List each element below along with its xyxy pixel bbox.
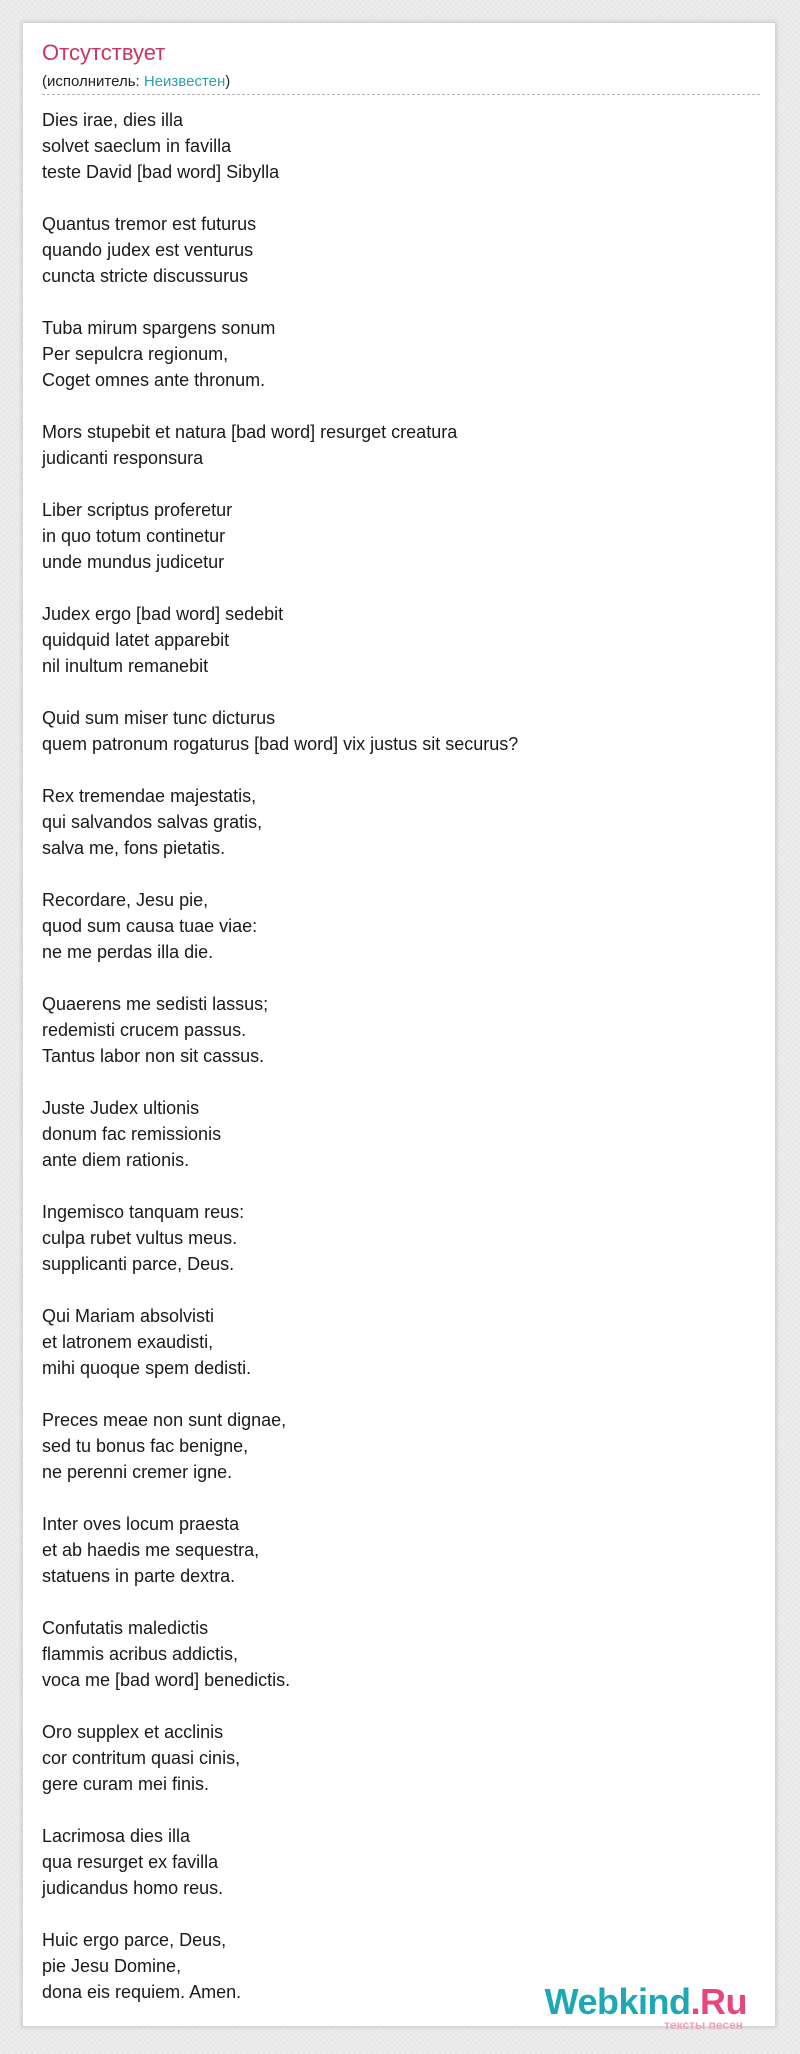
lyric-line: Tuba mirum spargens sonum <box>42 318 276 338</box>
lyric-stanza <box>42 1199 762 1277</box>
lyric-line: pie Jesu Domine, <box>42 1956 182 1976</box>
lyric-line: Preces meae non sunt dignae, <box>42 1410 287 1430</box>
lyric-line: ne me perdas illa die. <box>42 942 214 962</box>
lyric-line: Quid sum miser tunc dicturus <box>42 708 276 728</box>
lyric-line: Lacrimosa dies illa <box>42 1826 191 1846</box>
lyric-line: quando judex est venturus <box>42 240 254 260</box>
lyric-line: Inter oves locum praesta <box>42 1514 240 1534</box>
lyric-line: Oro supplex et acclinis <box>42 1722 224 1742</box>
lyric-line: voca me [bad word] benedictis. <box>42 1670 291 1690</box>
lyric-line: mihi quoque spem dedisti. <box>42 1358 252 1378</box>
lyric-line: flammis acribus addictis, <box>42 1644 239 1664</box>
lyric-stanza <box>42 1511 762 1589</box>
logo-tld-text: .Ru <box>690 1981 747 2022</box>
lyric-line: Quaerens me sedisti lassus; <box>42 994 269 1014</box>
lyric-stanza <box>42 107 762 185</box>
lyric-line: unde mundus judicetur <box>42 552 225 572</box>
lyric-line: Recordare, Jesu pie, <box>42 890 209 910</box>
lyric-line: ne perenni cremer igne. <box>42 1462 233 1482</box>
lyric-line: donum fac remissionis <box>42 1124 222 1144</box>
lyric-line: teste David [bad word] Sibylla <box>42 162 280 182</box>
artist-link[interactable]: Неизвестен <box>143 73 226 90</box>
lyric-stanza <box>42 601 762 679</box>
lyric-stanza <box>42 1719 762 1797</box>
logo-main-text: Webkind <box>544 1981 691 2022</box>
lyric-stanza <box>42 1303 762 1381</box>
lyric-stanza <box>42 497 762 575</box>
lyric-line: qua resurget ex favilla <box>42 1852 219 1872</box>
lyric-line: supplicanti parce, Deus. <box>42 1254 235 1274</box>
title-divider <box>42 94 760 95</box>
lyric-stanza <box>42 1095 762 1173</box>
lyric-stanza <box>42 783 762 861</box>
lyric-line: gere curam mei finis. <box>42 1774 210 1794</box>
lyric-line: nil inultum remanebit <box>42 656 209 676</box>
lyric-line: quem patronum rogaturus [bad word] vix justus sit securus? <box>42 734 519 754</box>
lyric-line: Coget omnes ante thronum. <box>42 370 266 390</box>
lyric-line: redemisti crucem passus. <box>42 1020 247 1040</box>
lyric-line: et latronem exaudisti, <box>42 1332 214 1352</box>
logo-text <box>545 1981 747 2022</box>
lyric-stanza <box>42 705 762 757</box>
lyric-stanza <box>42 1615 762 1693</box>
lyrics-card <box>22 22 776 2032</box>
lyric-line: quidquid latet apparebit <box>42 630 230 650</box>
lyric-line: Huic ergo parce, Deus, <box>42 1930 227 1950</box>
artist-line <box>42 73 230 91</box>
lyric-line: Juste Judex ultionis <box>42 1098 200 1118</box>
lyric-stanza <box>42 1823 762 1901</box>
lyric-line: Per sepulcra regionum, <box>42 344 229 364</box>
song-title: Отсутствует <box>42 40 166 65</box>
lyric-line: Liber scriptus proferetur <box>42 500 233 520</box>
lyric-stanza <box>42 1407 762 1485</box>
lyric-line: Confutatis maledictis <box>42 1618 209 1638</box>
lyric-line: Qui Mariam absolvisti <box>42 1306 215 1326</box>
lyric-stanza <box>42 315 762 393</box>
lyric-line: Tantus labor non sit cassus. <box>42 1046 265 1066</box>
lyric-line: Quantus tremor est futurus <box>42 214 257 234</box>
artist-prefix: (исполнитель: <box>42 73 144 90</box>
lyric-line: solvet saeclum in favilla <box>42 136 232 156</box>
lyric-line: salva me, fons pietatis. <box>42 838 226 858</box>
lyric-line: qui salvandos salvas gratis, <box>42 812 263 832</box>
lyric-stanza <box>42 991 762 1069</box>
lyric-stanza <box>42 887 762 965</box>
lyric-line: judicandus homo reus. <box>42 1878 224 1898</box>
lyric-line: Rex tremendae majestatis, <box>42 786 257 806</box>
lyric-line: cor contritum quasi cinis, <box>42 1748 241 1768</box>
lyric-line: cuncta stricte discussurus <box>42 266 249 286</box>
lyric-stanza <box>42 419 762 471</box>
lyric-line: dona eis requiem. Amen. <box>42 1982 242 2002</box>
lyric-line: in quo totum continetur <box>42 526 226 546</box>
lyric-line: sed tu bonus fac benigne, <box>42 1436 249 1456</box>
logo-tagline: тексты песен <box>664 2018 743 2032</box>
lyric-line: judicanti responsura <box>42 448 204 468</box>
lyric-line: statuens in parte dextra. <box>42 1566 236 1586</box>
artist-suffix: ) <box>225 73 231 90</box>
lyric-line: Dies irae, dies illa <box>42 110 184 130</box>
lyric-stanza <box>42 211 762 289</box>
lyric-line: Ingemisco tanquam reus: <box>42 1202 245 1222</box>
lyric-line: et ab haedis me sequestra, <box>42 1540 260 1560</box>
lyric-line: Judex ergo [bad word] sedebit <box>42 604 284 624</box>
lyrics-body <box>42 107 762 2005</box>
lyric-line: culpa rubet vultus meus. <box>42 1228 238 1248</box>
site-logo[interactable] <box>544 1981 747 2032</box>
lyric-line: ante diem rationis. <box>42 1150 190 1170</box>
lyric-line: Mors stupebit et natura [bad word] resurget creatura <box>42 422 458 442</box>
lyric-line: quod sum causa tuae viae: <box>42 916 258 936</box>
